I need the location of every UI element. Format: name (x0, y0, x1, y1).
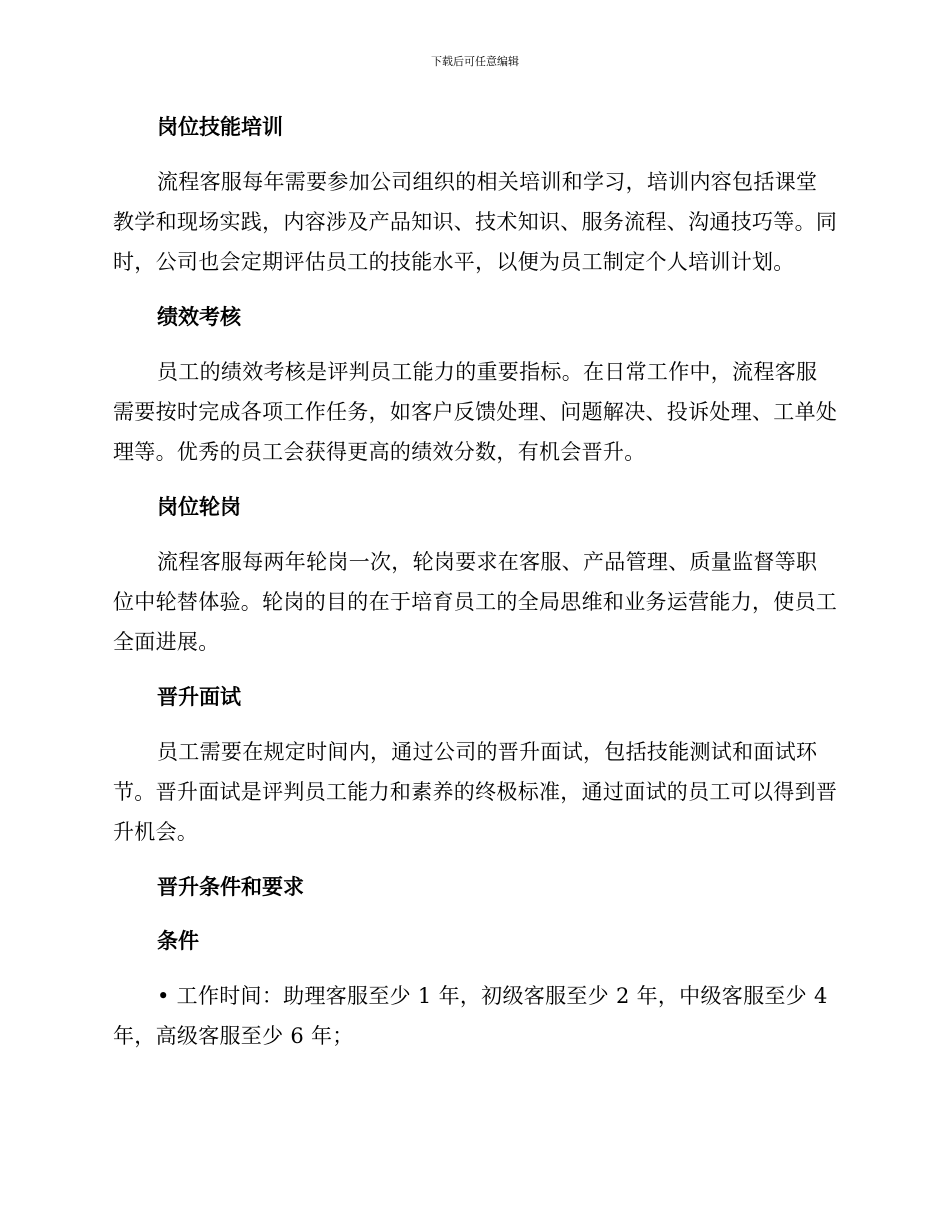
section-paragraph: 流程客服每两年轮岗一次，轮岗要求在客服、产品管理、质量监督等职位中轮替体验。轮岗的目的在于培育员工的全局思维和业务运营能力，使员工全面进展。 (113, 550, 838, 654)
section-heading: 岗位技能培训 (157, 115, 283, 139)
section-heading: 晋升条件和要求 (157, 875, 304, 899)
document-content (113, 108, 838, 1056)
section-heading: 晋升面试 (157, 685, 241, 709)
requirement-item: • 工作时间：助理客服至少 1 年，初级客服至少 2 年，中级客服至少 4 年，高级客服至少 6 年； (113, 984, 828, 1048)
section-heading: 岗位轮岗 (157, 495, 241, 519)
section-paragraph: 员工需要在规定时间内，通过公司的晋升面试，包括技能测试和面试环节。晋升面试是评判员工能力和素养的终极标准，通过面试的员工可以得到晋升机会。 (113, 740, 838, 844)
section-paragraph: 流程客服每年需要参加公司组织的相关培训和学习，培训内容包括课堂教学和现场实践，内容涉及产品知识、技术知识、服务流程、沟通技巧等。同时，公司也会定期评估员工的技能水平，以便为员工制定个人培训计划。 (113, 170, 838, 274)
page-header-note: 下载后可任意编辑 (431, 55, 519, 68)
subsection-heading: 条件 (157, 929, 199, 953)
section-heading: 绩效考核 (157, 305, 241, 329)
section-promotion-interview (113, 678, 838, 868)
section-skill-training (113, 108, 838, 298)
section-performance-review (113, 298, 838, 488)
section-promotion-requirements (113, 868, 838, 1056)
section-job-rotation (113, 488, 838, 678)
section-paragraph: 员工的绩效考核是评判员工能力的重要指标。在日常工作中，流程客服需要按时完成各项工作任务，如客户反馈处理、问题解决、投诉处理、工单处理等。优秀的员工会获得更高的绩效分数，有机会晋升。 (113, 360, 838, 464)
